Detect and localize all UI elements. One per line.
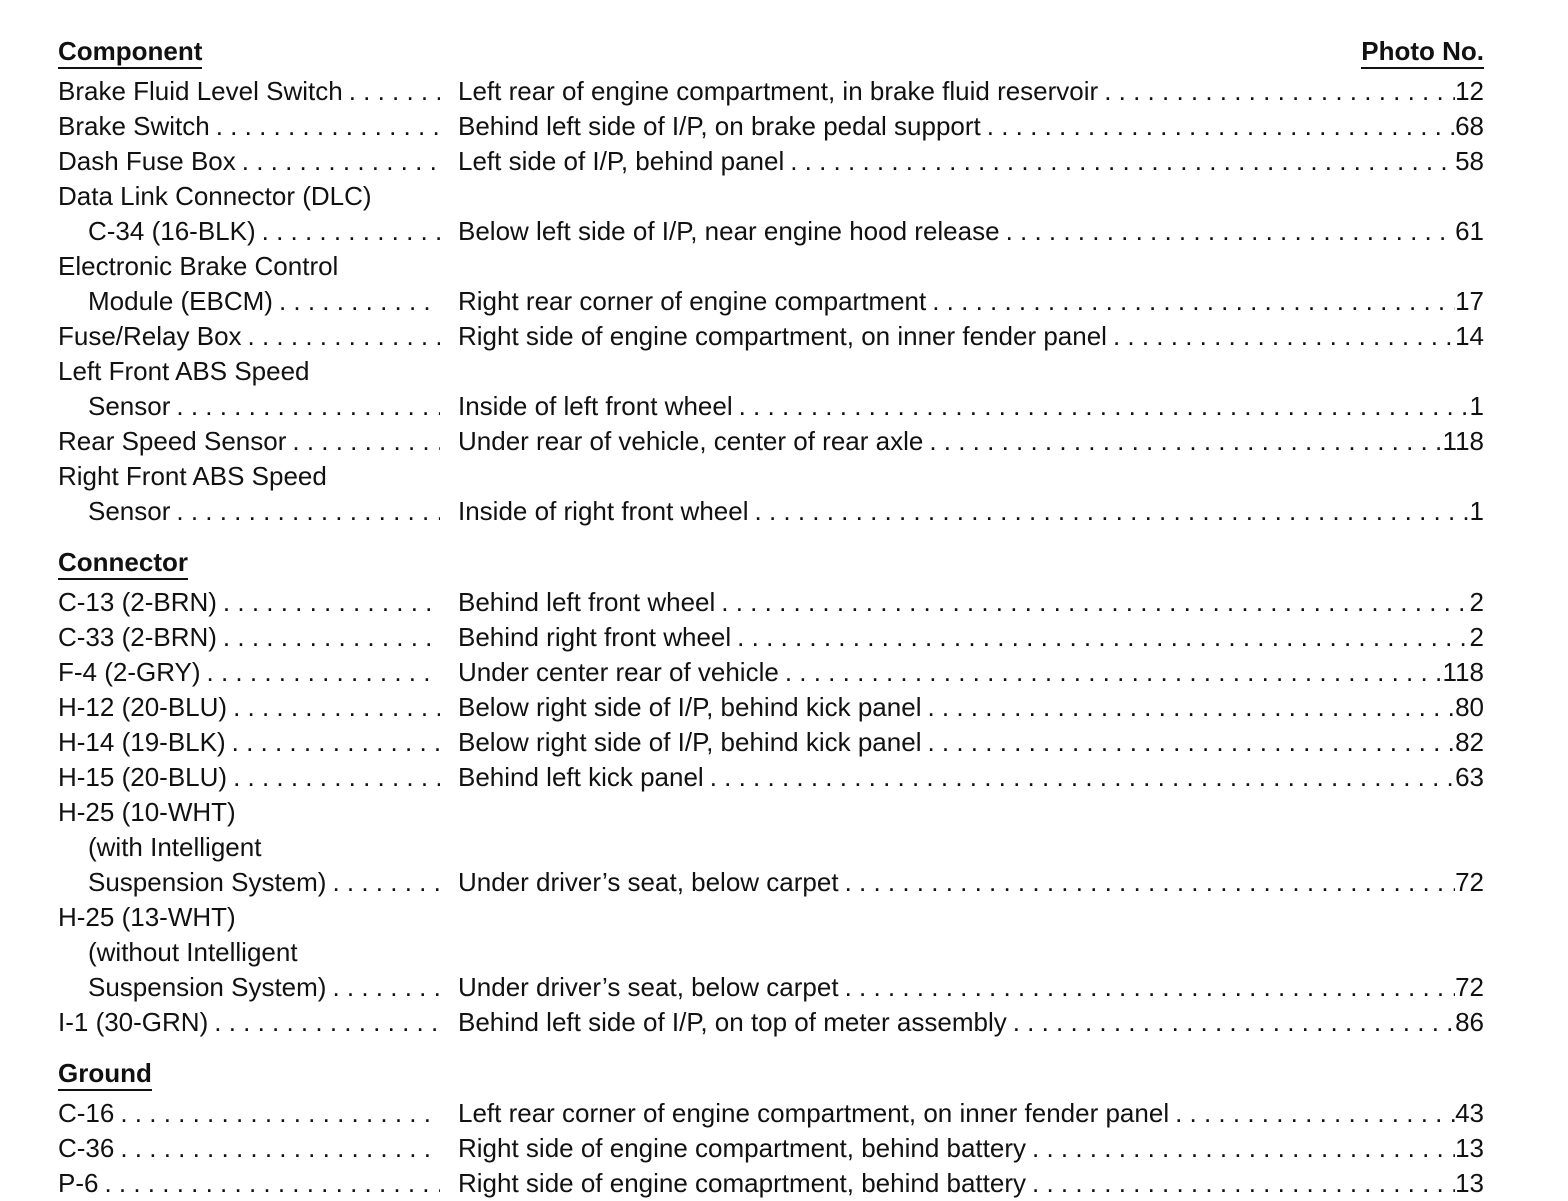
entry-location-cell <box>458 144 1484 179</box>
entry-name: Sensor <box>88 496 171 526</box>
photo-number: 2 <box>1469 587 1484 617</box>
entry-name: Brake Fluid Level Switch <box>58 76 343 106</box>
entry-name: Brake Switch <box>58 111 210 141</box>
entry-location-cell <box>458 214 1484 249</box>
entry-name: Dash Fuse Box <box>58 146 236 176</box>
table-row <box>58 795 1484 830</box>
entry-name: H-15 (20-BLU) <box>58 762 228 792</box>
entry-location: Under driver’s seat, below carpet <box>458 972 839 1002</box>
component-heading: Component <box>58 36 202 69</box>
table-row <box>58 1131 1484 1166</box>
entry-location-cell <box>458 319 1484 354</box>
entry-location-cell <box>458 655 1484 690</box>
dot-leader <box>926 284 1455 319</box>
table-entry <box>58 74 1484 109</box>
dot-leader <box>1098 74 1455 109</box>
table-entry <box>58 354 1484 424</box>
photo-number: 68 <box>1455 111 1484 141</box>
photo-number: 12 <box>1455 76 1484 106</box>
entry-name-cell <box>88 389 440 424</box>
table-row <box>58 459 1484 494</box>
entry-name-cell <box>58 1131 440 1166</box>
entry-location-cell <box>458 1131 1484 1166</box>
table-row <box>58 865 1484 900</box>
entry-name: H-12 (20-BLU) <box>58 692 228 722</box>
table-entry <box>58 109 1484 144</box>
entry-location: Left rear corner of engine compartment, on inner fender panel <box>458 1098 1170 1128</box>
entry-name-cell <box>58 1005 440 1040</box>
entry-location: Behind left front wheel <box>458 587 716 617</box>
dot-leader <box>704 760 1455 795</box>
dot-leader <box>921 725 1455 760</box>
dot-leader <box>981 109 1455 144</box>
table-entry <box>58 144 1484 179</box>
dot-leader <box>343 74 440 109</box>
table-row <box>58 655 1484 690</box>
entry-name-cell <box>58 655 440 690</box>
entry-name-cell <box>58 424 440 459</box>
photo-number: 72 <box>1455 972 1484 1002</box>
table-entry <box>58 179 1484 249</box>
table-row <box>58 970 1484 1005</box>
photo-number: 13 <box>1455 1133 1484 1163</box>
table-entry <box>58 1166 1484 1201</box>
entry-location-cell <box>458 494 1484 529</box>
photo-number: 14 <box>1455 321 1484 351</box>
entry-name-cell <box>58 900 440 935</box>
table-row <box>58 109 1484 144</box>
entry-name: Module (EBCM) <box>88 286 273 316</box>
dot-leader <box>731 620 1469 655</box>
entry-name-cell <box>58 1166 440 1201</box>
entry-name-cell <box>88 970 440 1005</box>
dot-leader <box>236 144 440 179</box>
table-entry <box>58 760 1484 795</box>
entry-name-cell <box>88 935 440 970</box>
connector-section-header <box>58 541 1484 585</box>
entry-name-cell <box>88 214 440 249</box>
dot-leader <box>1169 1096 1455 1131</box>
dot-leader <box>227 690 440 725</box>
dot-leader <box>1007 1005 1455 1040</box>
dot-leader <box>170 389 440 424</box>
dot-leader <box>1026 1166 1455 1201</box>
entry-location: Under driver’s seat, below carpet <box>458 867 839 897</box>
entry-name-cell <box>58 725 440 760</box>
dot-leader <box>114 1131 440 1166</box>
entry-location-cell <box>458 74 1484 109</box>
table-row <box>58 354 1484 389</box>
entry-location-cell <box>458 690 1484 725</box>
entry-name-cell <box>58 585 440 620</box>
table-row <box>58 1166 1484 1201</box>
table-entry <box>58 249 1484 319</box>
dot-leader <box>170 494 440 529</box>
entry-name-cell <box>58 109 440 144</box>
entry-name-cell <box>58 690 440 725</box>
entry-name-cell <box>58 179 440 214</box>
ground-list <box>58 1096 1484 1201</box>
dot-leader <box>749 494 1470 529</box>
table-row <box>58 585 1484 620</box>
entry-location-cell <box>458 284 1484 319</box>
table-entry <box>58 620 1484 655</box>
entry-name-cell <box>58 620 440 655</box>
dot-leader <box>733 389 1470 424</box>
dot-leader <box>1000 214 1456 249</box>
table-row <box>58 249 1484 284</box>
entry-name: Rear Speed Sensor <box>58 426 287 456</box>
entry-location-cell <box>458 725 1484 760</box>
photo-number: 118 <box>1442 657 1484 687</box>
table-entry <box>58 319 1484 354</box>
table-entry <box>58 424 1484 459</box>
entry-location-cell <box>458 585 1484 620</box>
entry-name: Left Front ABS Speed <box>58 356 310 386</box>
connector-heading: Connector <box>58 547 188 580</box>
entry-name-cell <box>58 354 440 389</box>
photo-number: 1 <box>1469 496 1484 526</box>
photo-number: 13 <box>1455 1168 1484 1198</box>
table-row <box>58 424 1484 459</box>
entry-name: Sensor <box>88 391 171 421</box>
entry-name: (with Intelligent <box>88 832 262 862</box>
table-row <box>58 494 1484 529</box>
entry-location-cell <box>458 1096 1484 1131</box>
entry-location: Below right side of I/P, behind kick panel <box>458 727 922 757</box>
entry-name-cell <box>58 459 440 494</box>
table-row <box>58 284 1484 319</box>
table-entry <box>58 1096 1484 1131</box>
entry-name: C-36 <box>58 1133 115 1163</box>
table-entry <box>58 459 1484 529</box>
entry-location-cell <box>458 109 1484 144</box>
component-location-table <box>58 30 1484 1201</box>
entry-location: Right rear corner of engine compartment <box>458 286 927 316</box>
dot-leader <box>839 970 1456 1005</box>
dot-leader <box>715 585 1469 620</box>
component-section-header <box>58 30 1484 74</box>
component-list <box>58 74 1484 529</box>
dot-leader <box>1107 319 1455 354</box>
photo-number: 58 <box>1455 146 1484 176</box>
entry-location: Below right side of I/P, behind kick panel <box>458 692 922 722</box>
dot-leader <box>226 725 440 760</box>
table-row <box>58 389 1484 424</box>
entry-name: Right Front ABS Speed <box>58 461 327 491</box>
photo-number: 118 <box>1442 426 1484 456</box>
dot-leader <box>1026 1131 1455 1166</box>
entry-name: I-1 (30-GRN) <box>58 1007 209 1037</box>
entry-location-cell <box>458 970 1484 1005</box>
entry-name: C-33 (2-BRN) <box>58 622 217 652</box>
entry-name-cell <box>58 760 440 795</box>
entry-name: Suspension System) <box>88 867 327 897</box>
dot-leader <box>242 319 440 354</box>
entry-name-cell <box>58 74 440 109</box>
photo-number: 17 <box>1455 286 1484 316</box>
dot-leader <box>779 655 1443 690</box>
dot-leader <box>98 1166 440 1201</box>
entry-name: C-34 (16-BLK) <box>88 216 256 246</box>
table-entry <box>58 655 1484 690</box>
dot-leader <box>114 1096 440 1131</box>
table-row <box>58 690 1484 725</box>
entry-location-cell <box>458 865 1484 900</box>
entry-location: Right side of engine comaprtment, behind battery <box>458 1168 1027 1198</box>
table-entry <box>58 585 1484 620</box>
table-row <box>58 74 1484 109</box>
dot-leader <box>217 585 440 620</box>
dot-leader <box>273 284 440 319</box>
table-entry <box>58 795 1484 900</box>
dot-leader <box>326 865 440 900</box>
dot-leader <box>217 620 440 655</box>
table-row <box>58 1005 1484 1040</box>
entry-location-cell <box>458 1166 1484 1201</box>
entry-name: Data Link Connector (DLC) <box>58 181 372 211</box>
dot-leader <box>201 655 440 690</box>
dot-leader <box>784 144 1455 179</box>
entry-location-cell <box>458 1005 1484 1040</box>
entry-location-cell <box>458 760 1484 795</box>
entry-name: F-4 (2-GRY) <box>58 657 201 687</box>
table-row <box>58 725 1484 760</box>
photo-number: 86 <box>1455 1007 1484 1037</box>
entry-name: H-25 (13-WHT) <box>58 902 236 932</box>
connector-list <box>58 585 1484 1040</box>
table-entry <box>58 690 1484 725</box>
photo-number: 72 <box>1455 867 1484 897</box>
entry-name-cell <box>88 494 440 529</box>
entry-location: Inside of right front wheel <box>458 496 749 526</box>
entry-location-cell <box>458 620 1484 655</box>
entry-name-cell <box>88 865 440 900</box>
dot-leader <box>326 970 440 1005</box>
entry-location: Under rear of vehicle, center of rear axle <box>458 426 924 456</box>
table-entry <box>58 1131 1484 1166</box>
table-entry <box>58 1005 1484 1040</box>
entry-name: Fuse/Relay Box <box>58 321 242 351</box>
dot-leader <box>286 424 440 459</box>
dot-leader <box>256 214 440 249</box>
table-row <box>58 620 1484 655</box>
photo-number: 2 <box>1469 622 1484 652</box>
table-row <box>58 214 1484 249</box>
entry-location: Behind left side of I/P, on brake pedal support <box>458 111 981 141</box>
dot-leader <box>923 424 1442 459</box>
entry-name-cell <box>58 249 440 284</box>
entry-location: Behind left kick panel <box>458 762 704 792</box>
table-entry <box>58 725 1484 760</box>
entry-location: Under center rear of vehicle <box>458 657 779 687</box>
entry-location: Right side of engine compartment, on inner fender panel <box>458 321 1107 351</box>
photo-number: 80 <box>1455 692 1484 722</box>
table-row <box>58 900 1484 935</box>
entry-location-cell <box>458 389 1484 424</box>
table-row <box>58 1096 1484 1131</box>
entry-location: Behind left side of I/P, on top of meter assembly <box>458 1007 1007 1037</box>
table-row <box>58 144 1484 179</box>
table-entry <box>58 900 1484 1005</box>
entry-location: Left rear of engine compartment, in brake fluid reservoir <box>458 76 1099 106</box>
entry-name: Electronic Brake Control <box>58 251 339 281</box>
photo-number: 61 <box>1455 216 1484 246</box>
photo-no-heading: Photo No. <box>1361 36 1484 69</box>
entry-name: H-25 (10-WHT) <box>58 797 236 827</box>
entry-name: C-16 <box>58 1098 115 1128</box>
entry-name: H-14 (19-BLK) <box>58 727 226 757</box>
dot-leader <box>227 760 440 795</box>
table-row <box>58 935 1484 970</box>
entry-location-cell <box>458 424 1484 459</box>
entry-name: Suspension System) <box>88 972 327 1002</box>
photo-number: 1 <box>1469 391 1484 421</box>
entry-name: (without Intelligent <box>88 937 298 967</box>
photo-number: 82 <box>1455 727 1484 757</box>
entry-name-cell <box>58 795 440 830</box>
entry-name: C-13 (2-BRN) <box>58 587 217 617</box>
entry-location: Inside of left front wheel <box>458 391 733 421</box>
entry-name: P-6 <box>58 1168 99 1198</box>
photo-number: 63 <box>1455 762 1484 792</box>
dot-leader <box>839 865 1456 900</box>
dot-leader <box>210 109 440 144</box>
table-row <box>58 179 1484 214</box>
entry-name-cell <box>88 284 440 319</box>
ground-heading: Ground <box>58 1058 152 1091</box>
table-row <box>58 319 1484 354</box>
entry-location: Below left side of I/P, near engine hood release <box>458 216 1000 246</box>
table-row <box>58 830 1484 865</box>
entry-name-cell <box>88 830 440 865</box>
entry-name-cell <box>58 144 440 179</box>
ground-section-header <box>58 1052 1484 1096</box>
entry-name-cell <box>58 1096 440 1131</box>
photo-number: 43 <box>1455 1098 1484 1128</box>
entry-name-cell <box>58 319 440 354</box>
dot-leader <box>208 1005 440 1040</box>
entry-location: Right side of engine compartment, behind battery <box>458 1133 1027 1163</box>
dot-leader <box>921 690 1455 725</box>
table-row <box>58 760 1484 795</box>
entry-location: Left side of I/P, behind panel <box>458 146 785 176</box>
entry-location: Behind right front wheel <box>458 622 732 652</box>
